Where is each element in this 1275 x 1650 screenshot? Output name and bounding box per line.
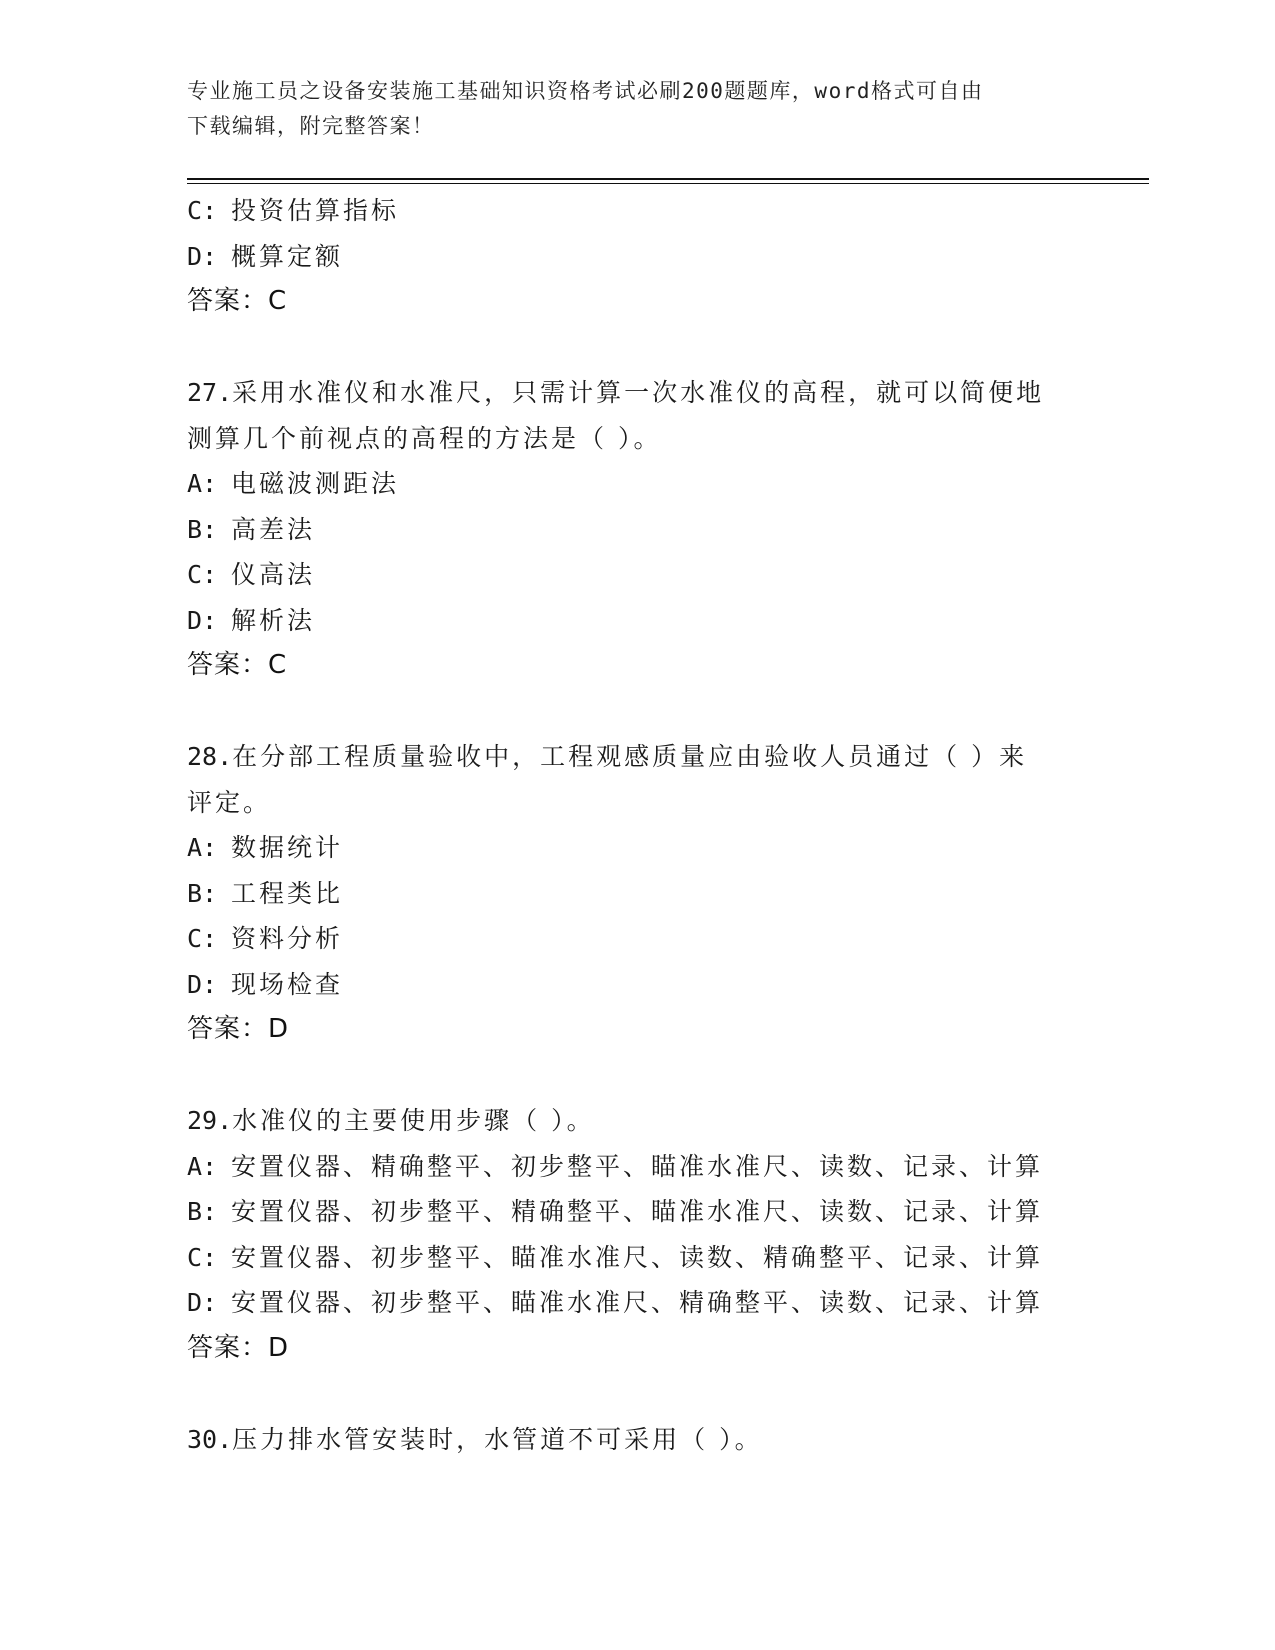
question-number: 30. — [187, 1424, 233, 1454]
document-header — [187, 74, 1067, 144]
question-text: 水准仪的主要使用步骤（ ）。 — [232, 1106, 595, 1135]
option-item — [187, 1280, 1087, 1326]
option-label: A: — [187, 1151, 218, 1181]
option-item — [187, 825, 1087, 871]
question-stem — [187, 1417, 1087, 1463]
question-number: 27. — [187, 378, 233, 407]
option-item — [187, 962, 1087, 1008]
option-text: 概算定额 — [231, 241, 344, 271]
question-number: 28. — [187, 742, 233, 771]
question-stem-continued: 测算几个前视点的高程的方法是（ ）。 — [187, 423, 662, 453]
option-text: 现场检查 — [231, 969, 344, 999]
option-item — [187, 507, 1087, 553]
option-label: D: — [187, 1288, 218, 1317]
option-item — [187, 1235, 1087, 1281]
option-label: B: — [187, 1197, 218, 1226]
option-text: 仪高法 — [231, 560, 316, 589]
option-label: D: — [187, 605, 218, 635]
option-item — [187, 916, 1087, 962]
option-text: 数据统计 — [231, 833, 344, 862]
question-stem-continued: 评定。 — [187, 787, 272, 817]
option-text: 安置仪器、初步整平、瞄准水准尺、读数、精确整平、记录、计算 — [231, 1242, 1044, 1272]
option-item — [187, 598, 1087, 644]
answer-line: 答案：C — [187, 650, 288, 680]
header-divider-thin — [187, 183, 1149, 184]
option-text: 投资估算指标 — [231, 196, 400, 225]
answer-line: 答案：D — [187, 1014, 290, 1044]
option-text: 工程类比 — [231, 878, 344, 908]
option-label: C: — [187, 924, 218, 953]
option-label: C: — [187, 560, 218, 589]
header-title-line2: 下载编辑，附完整答案！ — [187, 114, 435, 138]
option-text: 安置仪器、初步整平、瞄准水准尺、精确整平、读数、记录、计算 — [231, 1288, 1044, 1317]
option-text: 电磁波测距法 — [231, 469, 400, 498]
question-number: 29. — [187, 1106, 233, 1135]
option-item — [187, 1144, 1087, 1190]
question-text: 在分部工程质量验收中，工程观感质量应由验收人员通过（ ）来 — [232, 742, 1028, 771]
question-text: 压力排水管安装时，水管道不可采用（ ）。 — [232, 1424, 763, 1454]
option-item — [187, 188, 1087, 234]
option-text: 资料分析 — [231, 924, 344, 953]
question-stem — [187, 1098, 1087, 1144]
option-item — [187, 871, 1087, 917]
document-body — [187, 188, 1087, 1462]
header-divider-thick — [187, 178, 1149, 180]
option-item — [187, 552, 1087, 598]
option-item — [187, 461, 1087, 507]
option-item — [187, 234, 1087, 280]
question-text: 采用水准仪和水准尺，只需计算一次水准仪的高程，就可以简便地 — [232, 378, 1045, 407]
option-text: 高差法 — [231, 514, 316, 544]
option-text: 解析法 — [231, 605, 316, 635]
option-label: D: — [187, 969, 218, 999]
question-stem — [187, 734, 1087, 780]
option-text: 安置仪器、精确整平、初步整平、瞄准水准尺、读数、记录、计算 — [231, 1151, 1044, 1181]
option-text: 安置仪器、初步整平、精确整平、瞄准水准尺、读数、记录、计算 — [231, 1197, 1044, 1226]
option-label: D: — [187, 241, 218, 271]
option-label: B: — [187, 514, 218, 544]
option-item — [187, 1189, 1087, 1235]
option-label: C: — [187, 196, 218, 225]
option-label: C: — [187, 1242, 218, 1272]
answer-line: 答案：D — [187, 1332, 290, 1363]
question-stem — [187, 370, 1087, 416]
answer-line: 答案：C — [187, 286, 288, 316]
header-title-line1: 专业施工员之设备安装施工基础知识资格考试必刷200题题库，word格式可自由 — [187, 79, 984, 103]
option-label: B: — [187, 878, 218, 908]
option-label: A: — [187, 833, 218, 862]
option-label: A: — [187, 469, 218, 498]
